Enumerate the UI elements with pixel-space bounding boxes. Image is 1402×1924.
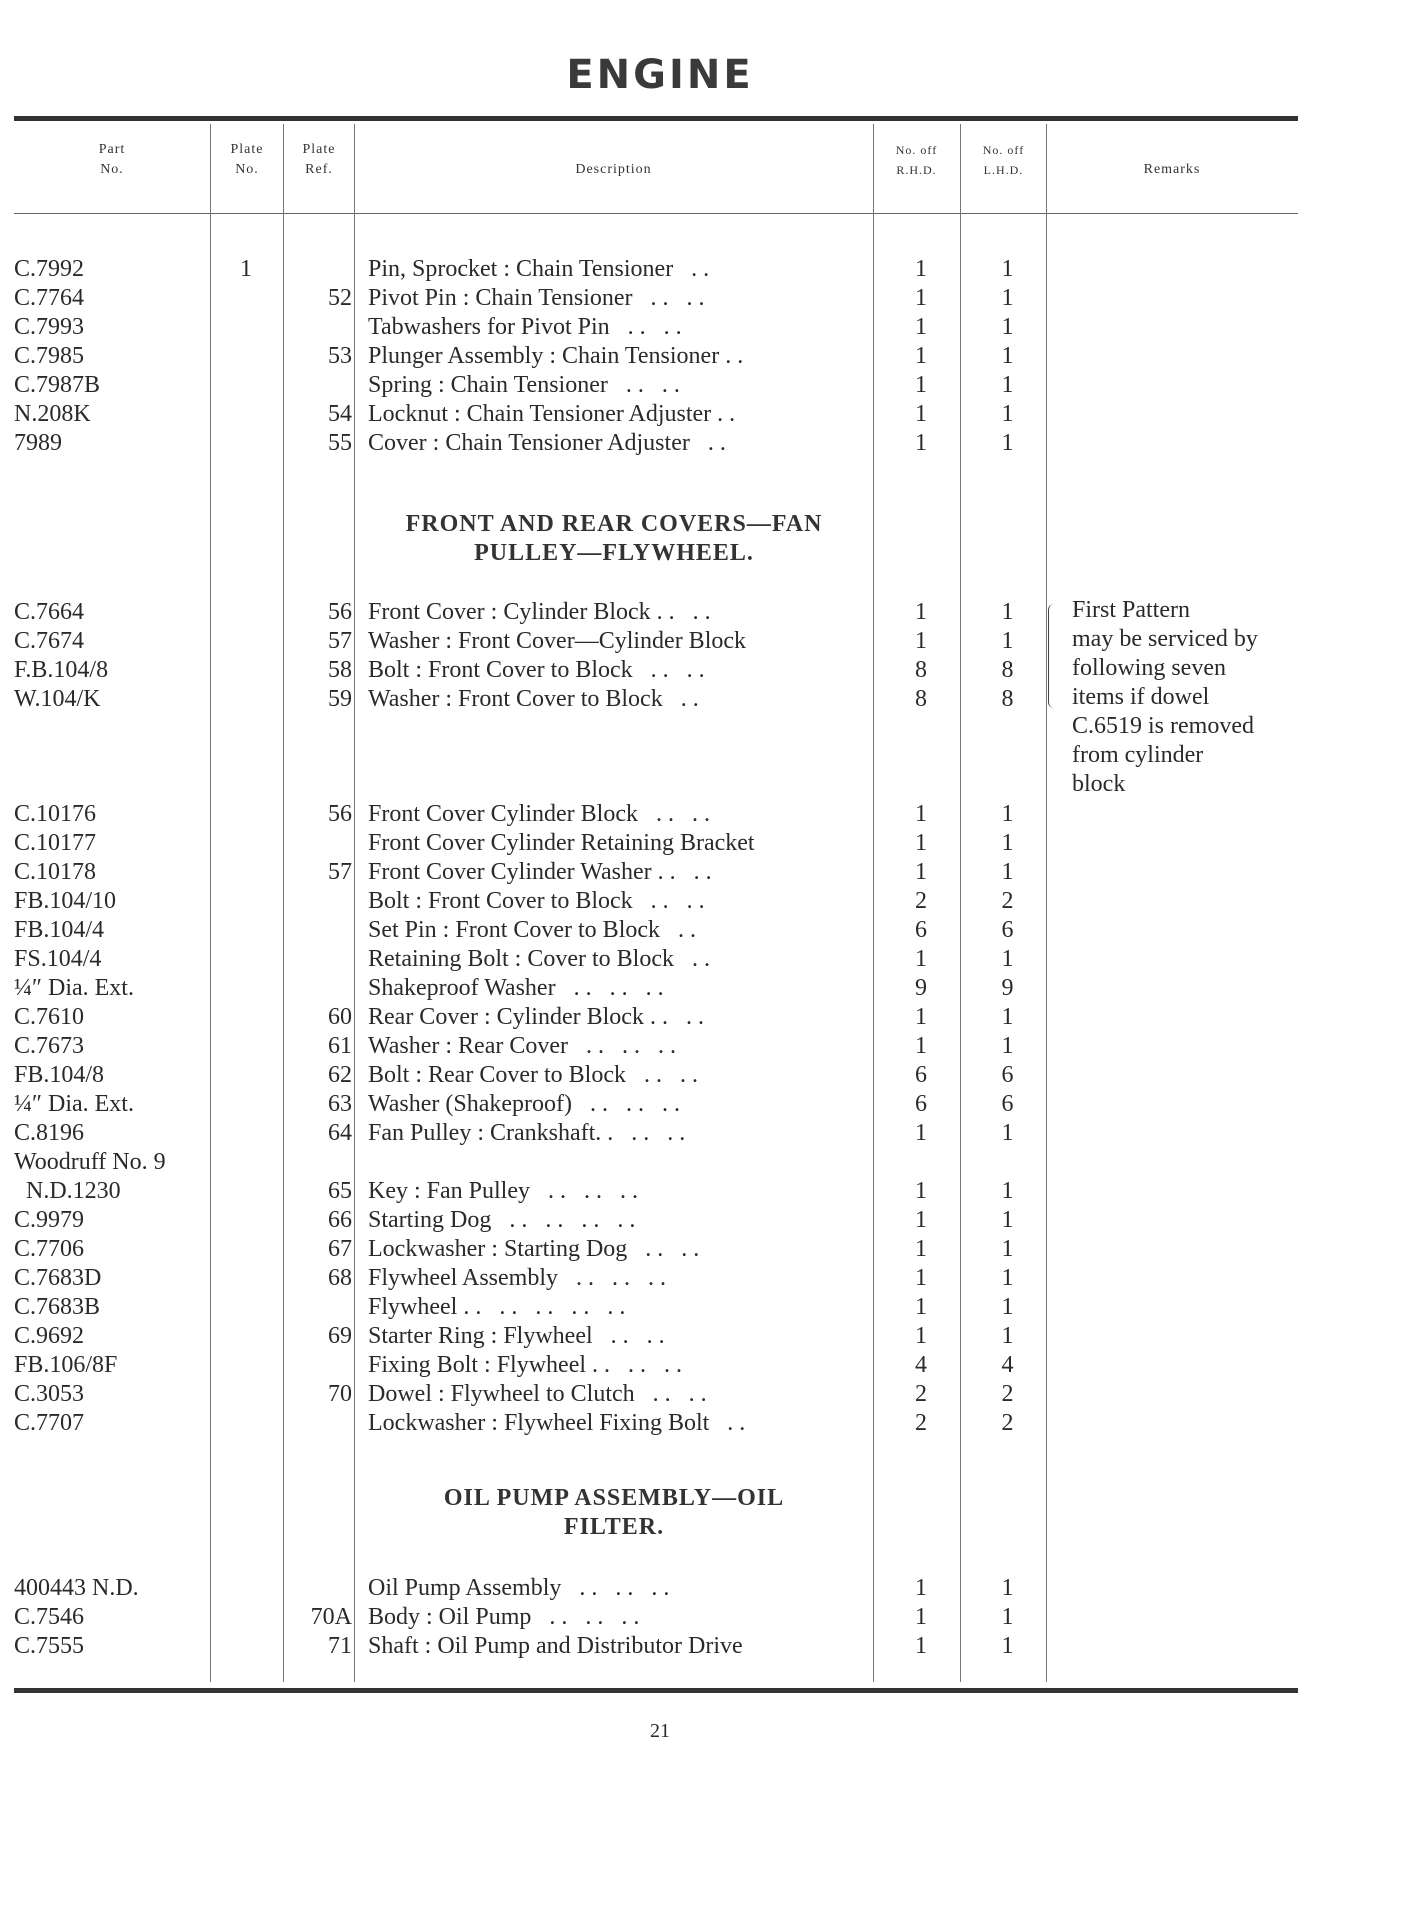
- cell-rhd: 1: [915, 1033, 927, 1059]
- cell-lhd: 9: [1001, 975, 1014, 1001]
- cell-rhd: 1: [915, 830, 927, 856]
- cell-lhd: 1: [1001, 830, 1014, 856]
- remarks-line: from cylinder: [1072, 742, 1204, 768]
- header-plate-ref-line2: Ref.: [305, 162, 333, 177]
- cell-desc: Washer : Rear Cover . . . . . .: [368, 1033, 676, 1059]
- cell-desc: Bolt : Front Cover to Block . . . .: [368, 888, 705, 914]
- cell-rhd: 1: [915, 1120, 927, 1146]
- cell-desc: Starting Dog . . . . . . . .: [368, 1207, 636, 1233]
- cell-lhd: 2: [1001, 888, 1014, 914]
- bottom-rule: [14, 1688, 1298, 1693]
- cell-ref: 67: [328, 1236, 352, 1262]
- cell-rhd: 1: [915, 859, 927, 885]
- cell-lhd: 1: [1001, 430, 1014, 456]
- column-divider: [283, 124, 284, 1682]
- cell-desc: Starter Ring : Flywheel . . . .: [368, 1323, 665, 1349]
- cell-rhd: 1: [915, 314, 927, 340]
- cell-ref: 69: [328, 1323, 352, 1349]
- cell-ref: 68: [328, 1265, 352, 1291]
- cell-part: C.7555: [14, 1633, 85, 1659]
- cell-desc: Shakeproof Washer . . . . . .: [368, 975, 664, 1001]
- cell-lhd: 1: [1001, 859, 1014, 885]
- cell-part: C.7992: [14, 256, 85, 282]
- cell-part: FB.104/4: [14, 917, 105, 943]
- cell-rhd: 1: [915, 343, 927, 369]
- cell-lhd: 1: [1001, 1236, 1014, 1262]
- cell-rhd: 1: [915, 256, 927, 282]
- cell-rhd: 1: [915, 1604, 927, 1630]
- section-heading-line: FILTER.: [563, 1514, 665, 1540]
- cell-lhd: 1: [1001, 1265, 1014, 1291]
- cell-lhd: 1: [1001, 401, 1014, 427]
- cell-rhd: 1: [915, 599, 927, 625]
- cell-desc: Fixing Bolt : Flywheel . . . . . .: [368, 1352, 683, 1378]
- column-divider: [354, 124, 355, 1682]
- header-plate-no-line1: Plate: [230, 142, 264, 157]
- header-plate-no: [211, 140, 283, 180]
- section-heading-line: OIL PUMP ASSEMBLY—OIL: [443, 1485, 785, 1511]
- header-lhd: [961, 140, 1046, 180]
- section-heading-covers: [354, 510, 874, 568]
- cell-part: N.208K: [14, 401, 91, 427]
- cell-desc: Oil Pump Assembly . . . . . .: [368, 1575, 670, 1601]
- cell-desc: Retaining Bolt : Cover to Block . .: [368, 946, 710, 972]
- cell-rhd: 1: [915, 401, 927, 427]
- cell-lhd: 1: [1001, 1178, 1014, 1204]
- cell-rhd: 1: [915, 430, 927, 456]
- cell-ref: 60: [328, 1004, 352, 1030]
- cell-rhd: 2: [915, 888, 927, 914]
- cell-desc: Bolt : Rear Cover to Block . . . .: [368, 1062, 698, 1088]
- cell-lhd: 1: [1001, 1604, 1014, 1630]
- page-number: 21: [650, 1720, 670, 1742]
- cell-desc: Bolt : Front Cover to Block . . . .: [368, 657, 705, 683]
- cell-lhd: 1: [1001, 1207, 1014, 1233]
- cell-ref: 57: [328, 628, 352, 654]
- cell-lhd: 2: [1001, 1381, 1014, 1407]
- cell-rhd: 1: [915, 285, 927, 311]
- cell-desc: Flywheel . . . . . . . . . .: [368, 1294, 626, 1320]
- remarks-line: block: [1072, 771, 1126, 797]
- header-rhd-line2: R.H.D.: [896, 163, 937, 177]
- cell-ref: 61: [328, 1033, 352, 1059]
- remarks-line: items if dowel: [1072, 684, 1210, 710]
- cell-lhd: 1: [1001, 1633, 1014, 1659]
- cell-lhd: 1: [1001, 1120, 1014, 1146]
- cell-part: C.10178: [14, 859, 97, 885]
- cell-desc: Front Cover Cylinder Washer . . . .: [368, 859, 712, 885]
- cell-lhd: 1: [1001, 946, 1014, 972]
- cell-desc: Washer (Shakeproof) . . . . . .: [368, 1091, 680, 1117]
- cell-desc: Front Cover Cylinder Block . . . .: [368, 801, 710, 827]
- cell-desc: Lockwasher : Starting Dog . . . .: [368, 1236, 700, 1262]
- cell-rhd: 1: [915, 1207, 927, 1233]
- cell-desc: Washer : Front Cover to Block . .: [368, 686, 699, 712]
- cell-part: FB.106/8F: [14, 1352, 118, 1378]
- cell-part: C.9979: [14, 1207, 85, 1233]
- cell-part: C.7683D: [14, 1265, 102, 1291]
- cell-part: C.7610: [14, 1004, 85, 1030]
- cell-part: C.7985: [14, 343, 85, 369]
- cell-ref: 56: [328, 599, 352, 625]
- cell-rhd: 9: [915, 975, 927, 1001]
- cell-ref: 66: [328, 1207, 352, 1233]
- cell-desc: Flywheel Assembly . . . . . .: [368, 1265, 666, 1291]
- cell-ref: 58: [328, 657, 352, 683]
- cell-part: C.10177: [14, 830, 97, 856]
- cell-desc: Shaft : Oil Pump and Distributor Drive: [368, 1633, 743, 1659]
- header-lhd-line2: L.H.D.: [983, 163, 1024, 177]
- cell-part: C.10176: [14, 801, 97, 827]
- cell-plate: 1: [240, 256, 252, 282]
- remarks-brace: [1048, 604, 1063, 708]
- cell-rhd: 1: [915, 801, 927, 827]
- cell-rhd: 2: [915, 1410, 927, 1436]
- cell-lhd: 1: [1001, 1004, 1014, 1030]
- header-plate-ref-line1: Plate: [302, 142, 336, 157]
- section-heading-oil-pump: [354, 1484, 874, 1542]
- cell-part: C.7546: [14, 1604, 85, 1630]
- cell-ref: 54: [328, 401, 352, 427]
- cell-desc: Washer : Front Cover—Cylinder Block: [368, 628, 747, 654]
- cell-lhd: 8: [1001, 686, 1014, 712]
- cell-lhd: 6: [1001, 917, 1014, 943]
- header-description: Description: [575, 162, 652, 177]
- cell-rhd: 2: [915, 1381, 927, 1407]
- remarks-note: [1072, 596, 1258, 799]
- header-rhd-line1: No. off: [895, 143, 938, 157]
- cell-lhd: 1: [1001, 1575, 1014, 1601]
- cell-part: ¼″ Dia. Ext.: [14, 975, 134, 1001]
- cell-part: C.7674: [14, 628, 85, 654]
- cell-lhd: 4: [1001, 1352, 1014, 1378]
- cell-desc: Dowel : Flywheel to Clutch . . . .: [368, 1381, 707, 1407]
- header-remarks: Remarks: [1143, 162, 1201, 177]
- cell-part: FS.104/4: [14, 946, 102, 972]
- cell-rhd: 1: [915, 628, 927, 654]
- column-divider: [210, 124, 211, 1682]
- cell-part: N.D.1230: [14, 1178, 121, 1204]
- header-part-no: [14, 140, 210, 180]
- cell-part: F.B.104/8: [14, 657, 109, 683]
- cell-rhd: 1: [915, 946, 927, 972]
- cell-lhd: 1: [1001, 1323, 1014, 1349]
- cell-rhd: 1: [915, 1265, 927, 1291]
- cell-lhd: 8: [1001, 657, 1014, 683]
- cell-part: C.8196: [14, 1120, 85, 1146]
- cell-part: Woodruff No. 9: [14, 1149, 166, 1175]
- cell-lhd: 6: [1001, 1062, 1014, 1088]
- cell-desc: Lockwasher : Flywheel Fixing Bolt . .: [368, 1410, 746, 1436]
- header-part-no-line1: Part: [98, 142, 126, 157]
- cell-rhd: 1: [915, 1323, 927, 1349]
- cell-rhd: 1: [915, 1236, 927, 1262]
- cell-part: C.7707: [14, 1410, 85, 1436]
- section-heading-line: FRONT AND REAR COVERS—FAN: [405, 511, 823, 537]
- cell-lhd: 1: [1001, 343, 1014, 369]
- cell-part: C.7764: [14, 285, 85, 311]
- cell-desc: Tabwashers for Pivot Pin . . . .: [368, 314, 682, 340]
- remarks-line: First Pattern: [1072, 597, 1190, 623]
- cell-ref: 53: [328, 343, 352, 369]
- cell-part: 400443 N.D.: [14, 1575, 139, 1601]
- cell-part: 7989: [14, 430, 62, 456]
- header-part-no-line2: No.: [100, 162, 124, 177]
- cell-desc: Spring : Chain Tensioner . . . .: [368, 372, 680, 398]
- top-rule: [14, 116, 1298, 121]
- cell-part: C.7664: [14, 599, 85, 625]
- cell-part: C.3053: [14, 1381, 85, 1407]
- cell-rhd: 1: [915, 1294, 927, 1320]
- remarks-line: following seven: [1072, 655, 1226, 681]
- cell-rhd: 6: [915, 1062, 927, 1088]
- cell-part: C.7993: [14, 314, 85, 340]
- cell-ref: 57: [328, 859, 352, 885]
- cell-lhd: 1: [1001, 256, 1014, 282]
- remarks-line: C.6519 is removed: [1072, 713, 1254, 739]
- cell-lhd: 1: [1001, 599, 1014, 625]
- cell-part: FB.104/8: [14, 1062, 105, 1088]
- cell-ref: 65: [328, 1178, 352, 1204]
- cell-lhd: 1: [1001, 1033, 1014, 1059]
- cell-rhd: 8: [915, 686, 927, 712]
- cell-ref: 55: [328, 430, 352, 456]
- cell-desc: Rear Cover : Cylinder Block . . . .: [368, 1004, 704, 1030]
- cell-ref: 71: [328, 1633, 352, 1659]
- header-plate-ref: [284, 140, 354, 180]
- cell-lhd: 1: [1001, 372, 1014, 398]
- cell-rhd: 1: [915, 1178, 927, 1204]
- cell-ref: 62: [328, 1062, 352, 1088]
- header-plate-no-line2: No.: [235, 162, 259, 177]
- cell-part: C.7706: [14, 1236, 85, 1262]
- cell-desc: Pivot Pin : Chain Tensioner . . . .: [368, 285, 705, 311]
- section-heading-line: PULLEY—FLYWHEEL.: [474, 540, 754, 566]
- cell-ref: 70A: [310, 1604, 352, 1630]
- cell-part: FB.104/10: [14, 888, 117, 914]
- cell-rhd: 1: [915, 1004, 927, 1030]
- cell-part: C.7683B: [14, 1294, 101, 1320]
- cell-desc: Set Pin : Front Cover to Block . .: [368, 917, 697, 943]
- cell-part: C.7987B: [14, 372, 101, 398]
- cell-lhd: 6: [1001, 1091, 1014, 1117]
- cell-ref: 63: [328, 1091, 352, 1117]
- cell-desc: Cover : Chain Tensioner Adjuster . .: [368, 430, 726, 456]
- cell-desc: Key : Fan Pulley . . . . . .: [368, 1178, 638, 1204]
- cell-lhd: 1: [1001, 628, 1014, 654]
- cell-ref: 64: [328, 1120, 352, 1146]
- cell-rhd: 6: [915, 1091, 927, 1117]
- cell-part: ¼″ Dia. Ext.: [14, 1091, 134, 1117]
- cell-rhd: 1: [915, 1575, 927, 1601]
- cell-desc: Fan Pulley : Crankshaft. . . . . .: [368, 1120, 686, 1146]
- cell-desc: Plunger Assembly : Chain Tensioner . .: [368, 343, 744, 369]
- cell-ref: 59: [328, 686, 352, 712]
- cell-lhd: 1: [1001, 314, 1014, 340]
- header-rule: [14, 213, 1298, 214]
- cell-ref: 70: [328, 1381, 352, 1407]
- cell-rhd: 6: [915, 917, 927, 943]
- cell-rhd: 1: [915, 1633, 927, 1659]
- cell-part: W.104/K: [14, 686, 101, 712]
- cell-desc: Pin, Sprocket : Chain Tensioner . .: [368, 256, 710, 282]
- cell-lhd: 1: [1001, 285, 1014, 311]
- cell-desc: Locknut : Chain Tensioner Adjuster . .: [368, 401, 736, 427]
- cell-rhd: 8: [915, 657, 927, 683]
- cell-part: C.7673: [14, 1033, 85, 1059]
- cell-rhd: 1: [915, 372, 927, 398]
- cell-ref: 52: [328, 285, 352, 311]
- cell-rhd: 4: [915, 1352, 927, 1378]
- cell-lhd: 1: [1001, 801, 1014, 827]
- cell-desc: Front Cover : Cylinder Block . . . .: [368, 599, 711, 625]
- page-title: ENGINE: [566, 52, 754, 98]
- remarks-line: may be serviced by: [1072, 626, 1258, 652]
- cell-lhd: 1: [1001, 1294, 1014, 1320]
- cell-desc: Body : Oil Pump . . . . . .: [368, 1604, 640, 1630]
- header-rhd: [874, 140, 959, 180]
- cell-ref: 56: [328, 801, 352, 827]
- cell-part: C.9692: [14, 1323, 85, 1349]
- cell-desc: Front Cover Cylinder Retaining Bracket: [368, 830, 755, 856]
- header-lhd-line1: No. off: [982, 143, 1025, 157]
- cell-lhd: 2: [1001, 1410, 1014, 1436]
